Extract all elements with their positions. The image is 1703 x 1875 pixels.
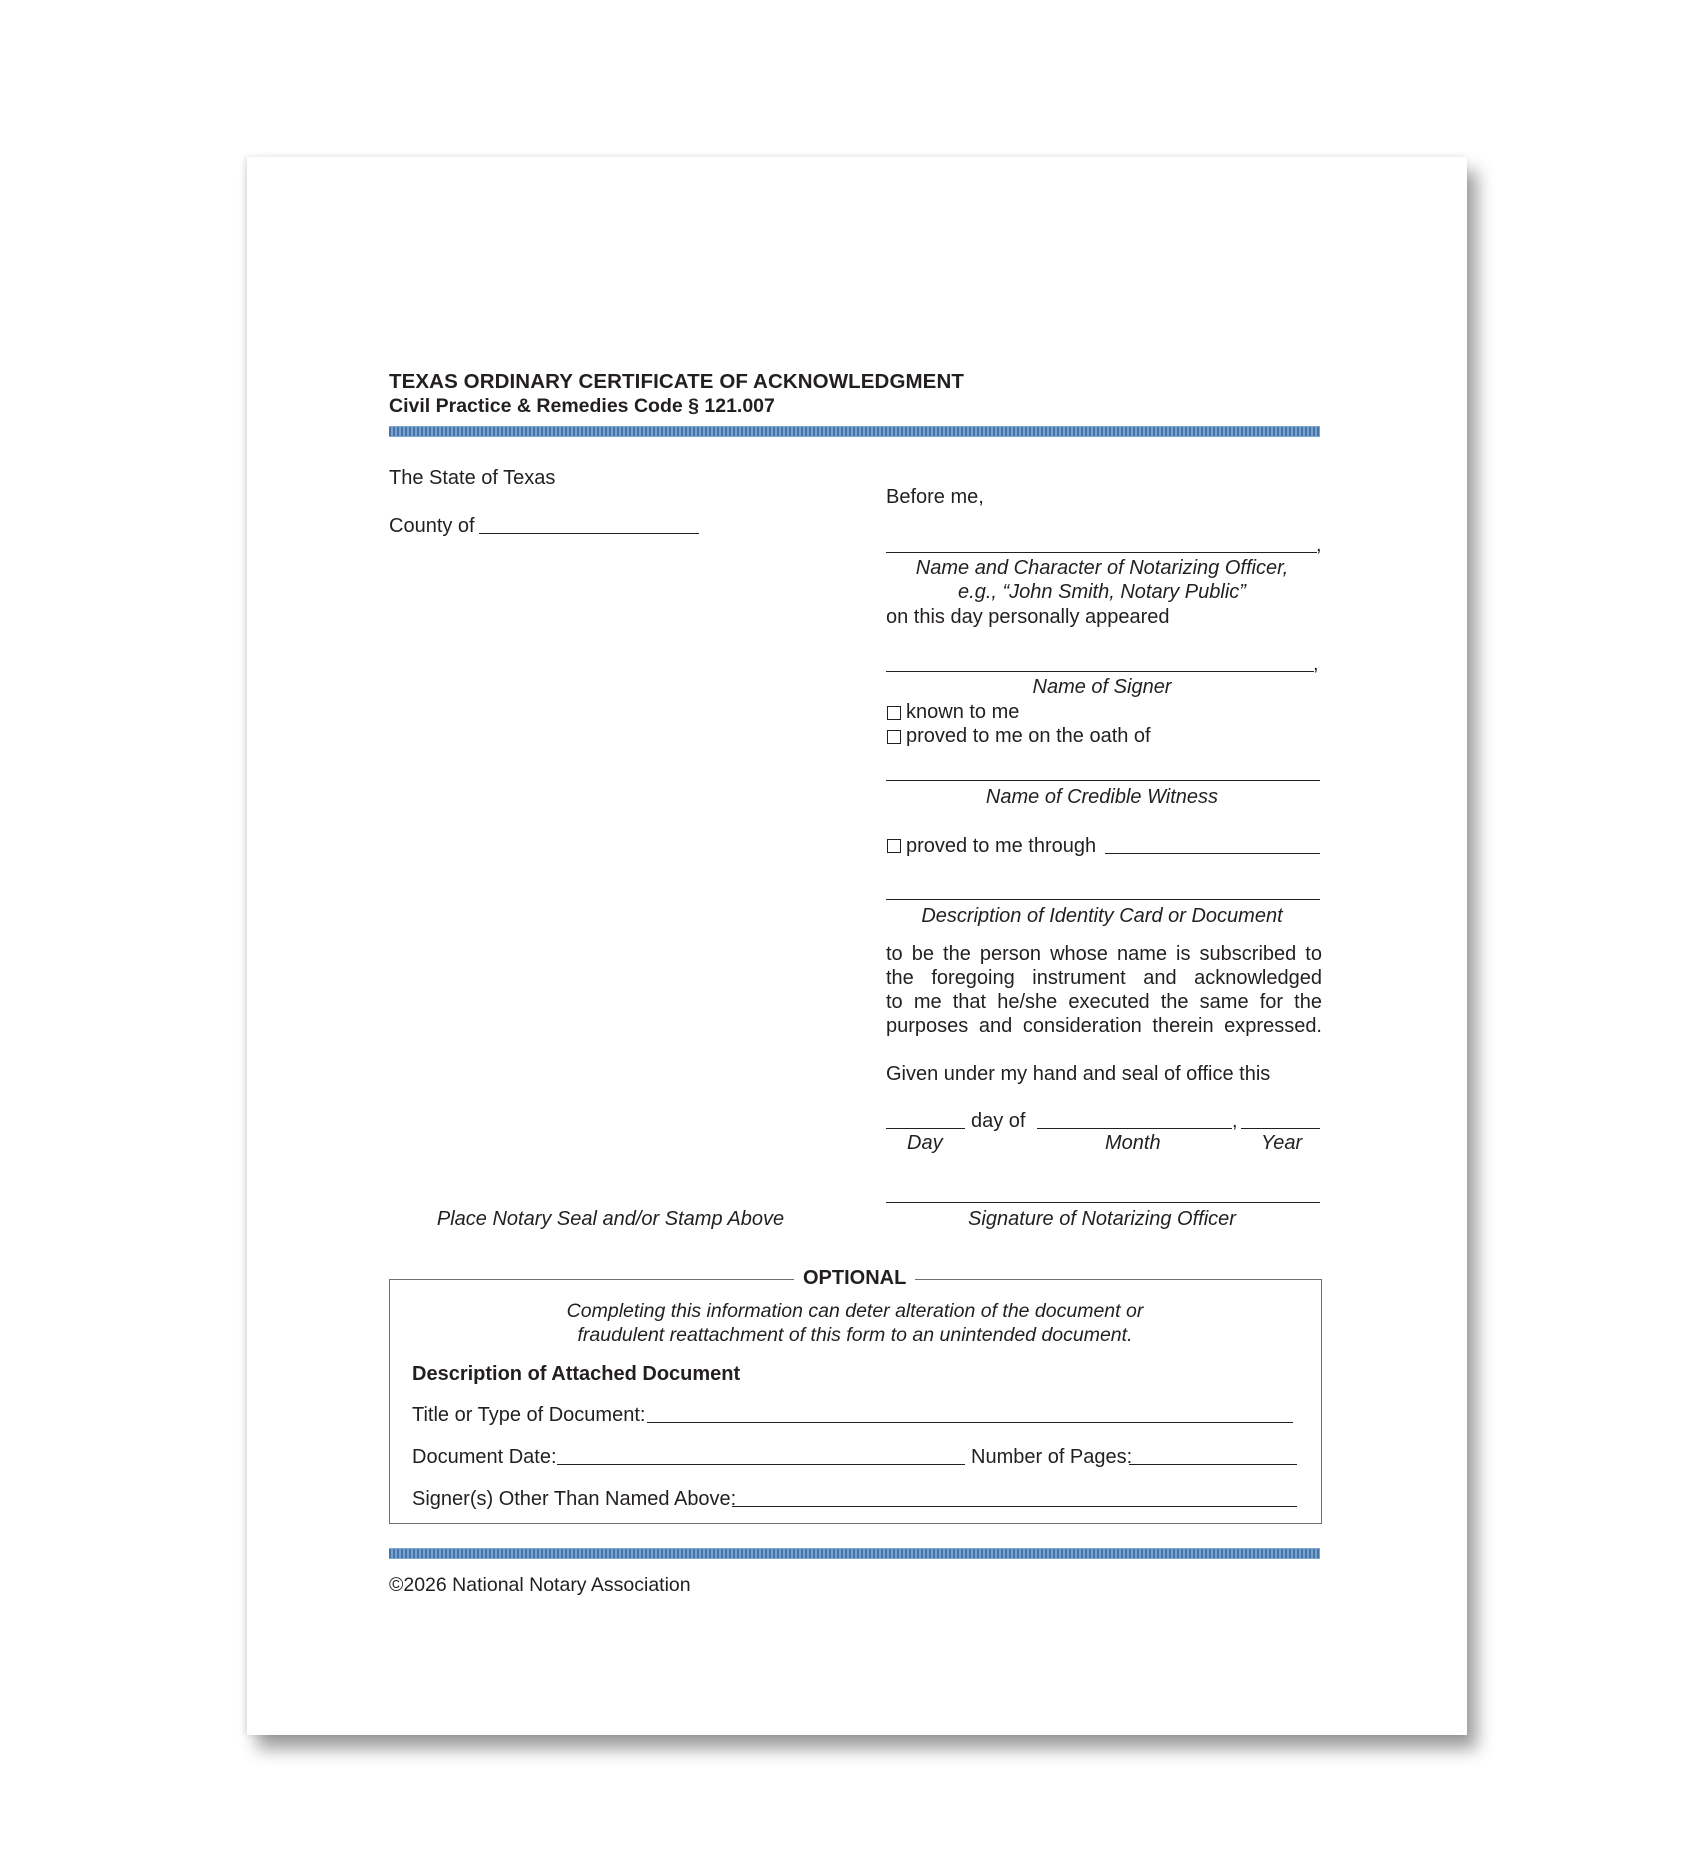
top-decorative-band xyxy=(389,426,1320,437)
known-label: known to me xyxy=(906,701,1020,723)
optional-note-line-1: Completing this information can deter alteration of the document or xyxy=(566,1300,1144,1322)
day-of-text: day of xyxy=(971,1110,1026,1132)
year-caption: Year xyxy=(1261,1132,1303,1154)
credible-witness-field[interactable] xyxy=(886,780,1320,781)
optional-label: OPTIONAL xyxy=(794,1266,915,1290)
witness-caption: Name of Credible Witness xyxy=(985,786,1219,808)
title-type-label: Title or Type of Document: xyxy=(412,1404,646,1426)
acknowledgment-line-3: to me that he/she executed the same for the xyxy=(886,991,1322,1013)
copyright-text: ©2026 National Notary Association xyxy=(389,1574,691,1596)
document-date-label: Document Date: xyxy=(412,1446,557,1468)
date-comma: , xyxy=(1232,1110,1238,1132)
other-signers-field[interactable] xyxy=(732,1506,1297,1507)
acknowledgment-line-1: to be the person whose name is subscribed to xyxy=(886,943,1322,965)
proved-through-label: proved to me through xyxy=(906,835,1097,857)
identity-document-field[interactable] xyxy=(886,899,1320,900)
month-field[interactable] xyxy=(1037,1128,1232,1129)
oath-checkbox[interactable] xyxy=(887,730,901,744)
known-checkbox[interactable] xyxy=(887,706,901,720)
year-field[interactable] xyxy=(1241,1128,1320,1129)
optional-note-line-2: fraudulent reattachment of this form to an unintended document. xyxy=(577,1324,1133,1346)
before-me-text: Before me, xyxy=(886,486,984,508)
state-label: The State of Texas xyxy=(389,467,556,489)
acknowledgment-line-2: the foregoing instrument and acknowledged xyxy=(886,967,1322,989)
signer-comma: , xyxy=(1313,653,1319,675)
identity-caption: Description of Identity Card or Document xyxy=(921,905,1283,927)
officer-caption-line-2: e.g., “John Smith, Notary Public” xyxy=(958,581,1246,603)
acknowledgment-line-4: purposes and consideration therein expressed. xyxy=(886,1015,1322,1037)
signature-field[interactable] xyxy=(886,1202,1320,1203)
attached-document-heading: Description of Attached Document xyxy=(412,1363,741,1385)
officer-comma: , xyxy=(1316,534,1322,556)
proved-through-field[interactable] xyxy=(1105,853,1320,854)
signer-caption: Name of Signer xyxy=(1032,676,1172,698)
given-text: Given under my hand and seal of office this xyxy=(886,1063,1271,1085)
identity-checkbox[interactable] xyxy=(887,839,901,853)
appeared-text: on this day personally appeared xyxy=(886,606,1170,628)
bottom-decorative-band xyxy=(389,1548,1320,1559)
county-field[interactable] xyxy=(479,533,699,534)
number-of-pages-field[interactable] xyxy=(1129,1464,1297,1465)
day-field[interactable] xyxy=(886,1128,965,1129)
notary-officer-field[interactable] xyxy=(886,552,1317,553)
document-date-field[interactable] xyxy=(557,1464,965,1465)
signer-name-field[interactable] xyxy=(886,671,1314,672)
month-caption: Month xyxy=(1105,1132,1161,1154)
seal-caption: Place Notary Seal and/or Stamp Above xyxy=(436,1208,785,1230)
form-subtitle: Civil Practice & Remedies Code § 121.007 xyxy=(389,395,775,417)
form-title: TEXAS ORDINARY CERTIFICATE OF ACKNOWLEDGMENT xyxy=(389,370,964,393)
title-type-field[interactable] xyxy=(647,1422,1293,1423)
officer-caption-line-1: Name and Character of Notarizing Officer, xyxy=(915,557,1289,579)
day-caption: Day xyxy=(907,1132,943,1154)
signature-caption: Signature of Notarizing Officer xyxy=(968,1208,1236,1230)
other-signers-label: Signer(s) Other Than Named Above: xyxy=(412,1488,737,1510)
number-of-pages-label: Number of Pages: xyxy=(971,1446,1133,1468)
county-label: County of xyxy=(389,515,475,537)
oath-label: proved to me on the oath of xyxy=(906,725,1151,747)
